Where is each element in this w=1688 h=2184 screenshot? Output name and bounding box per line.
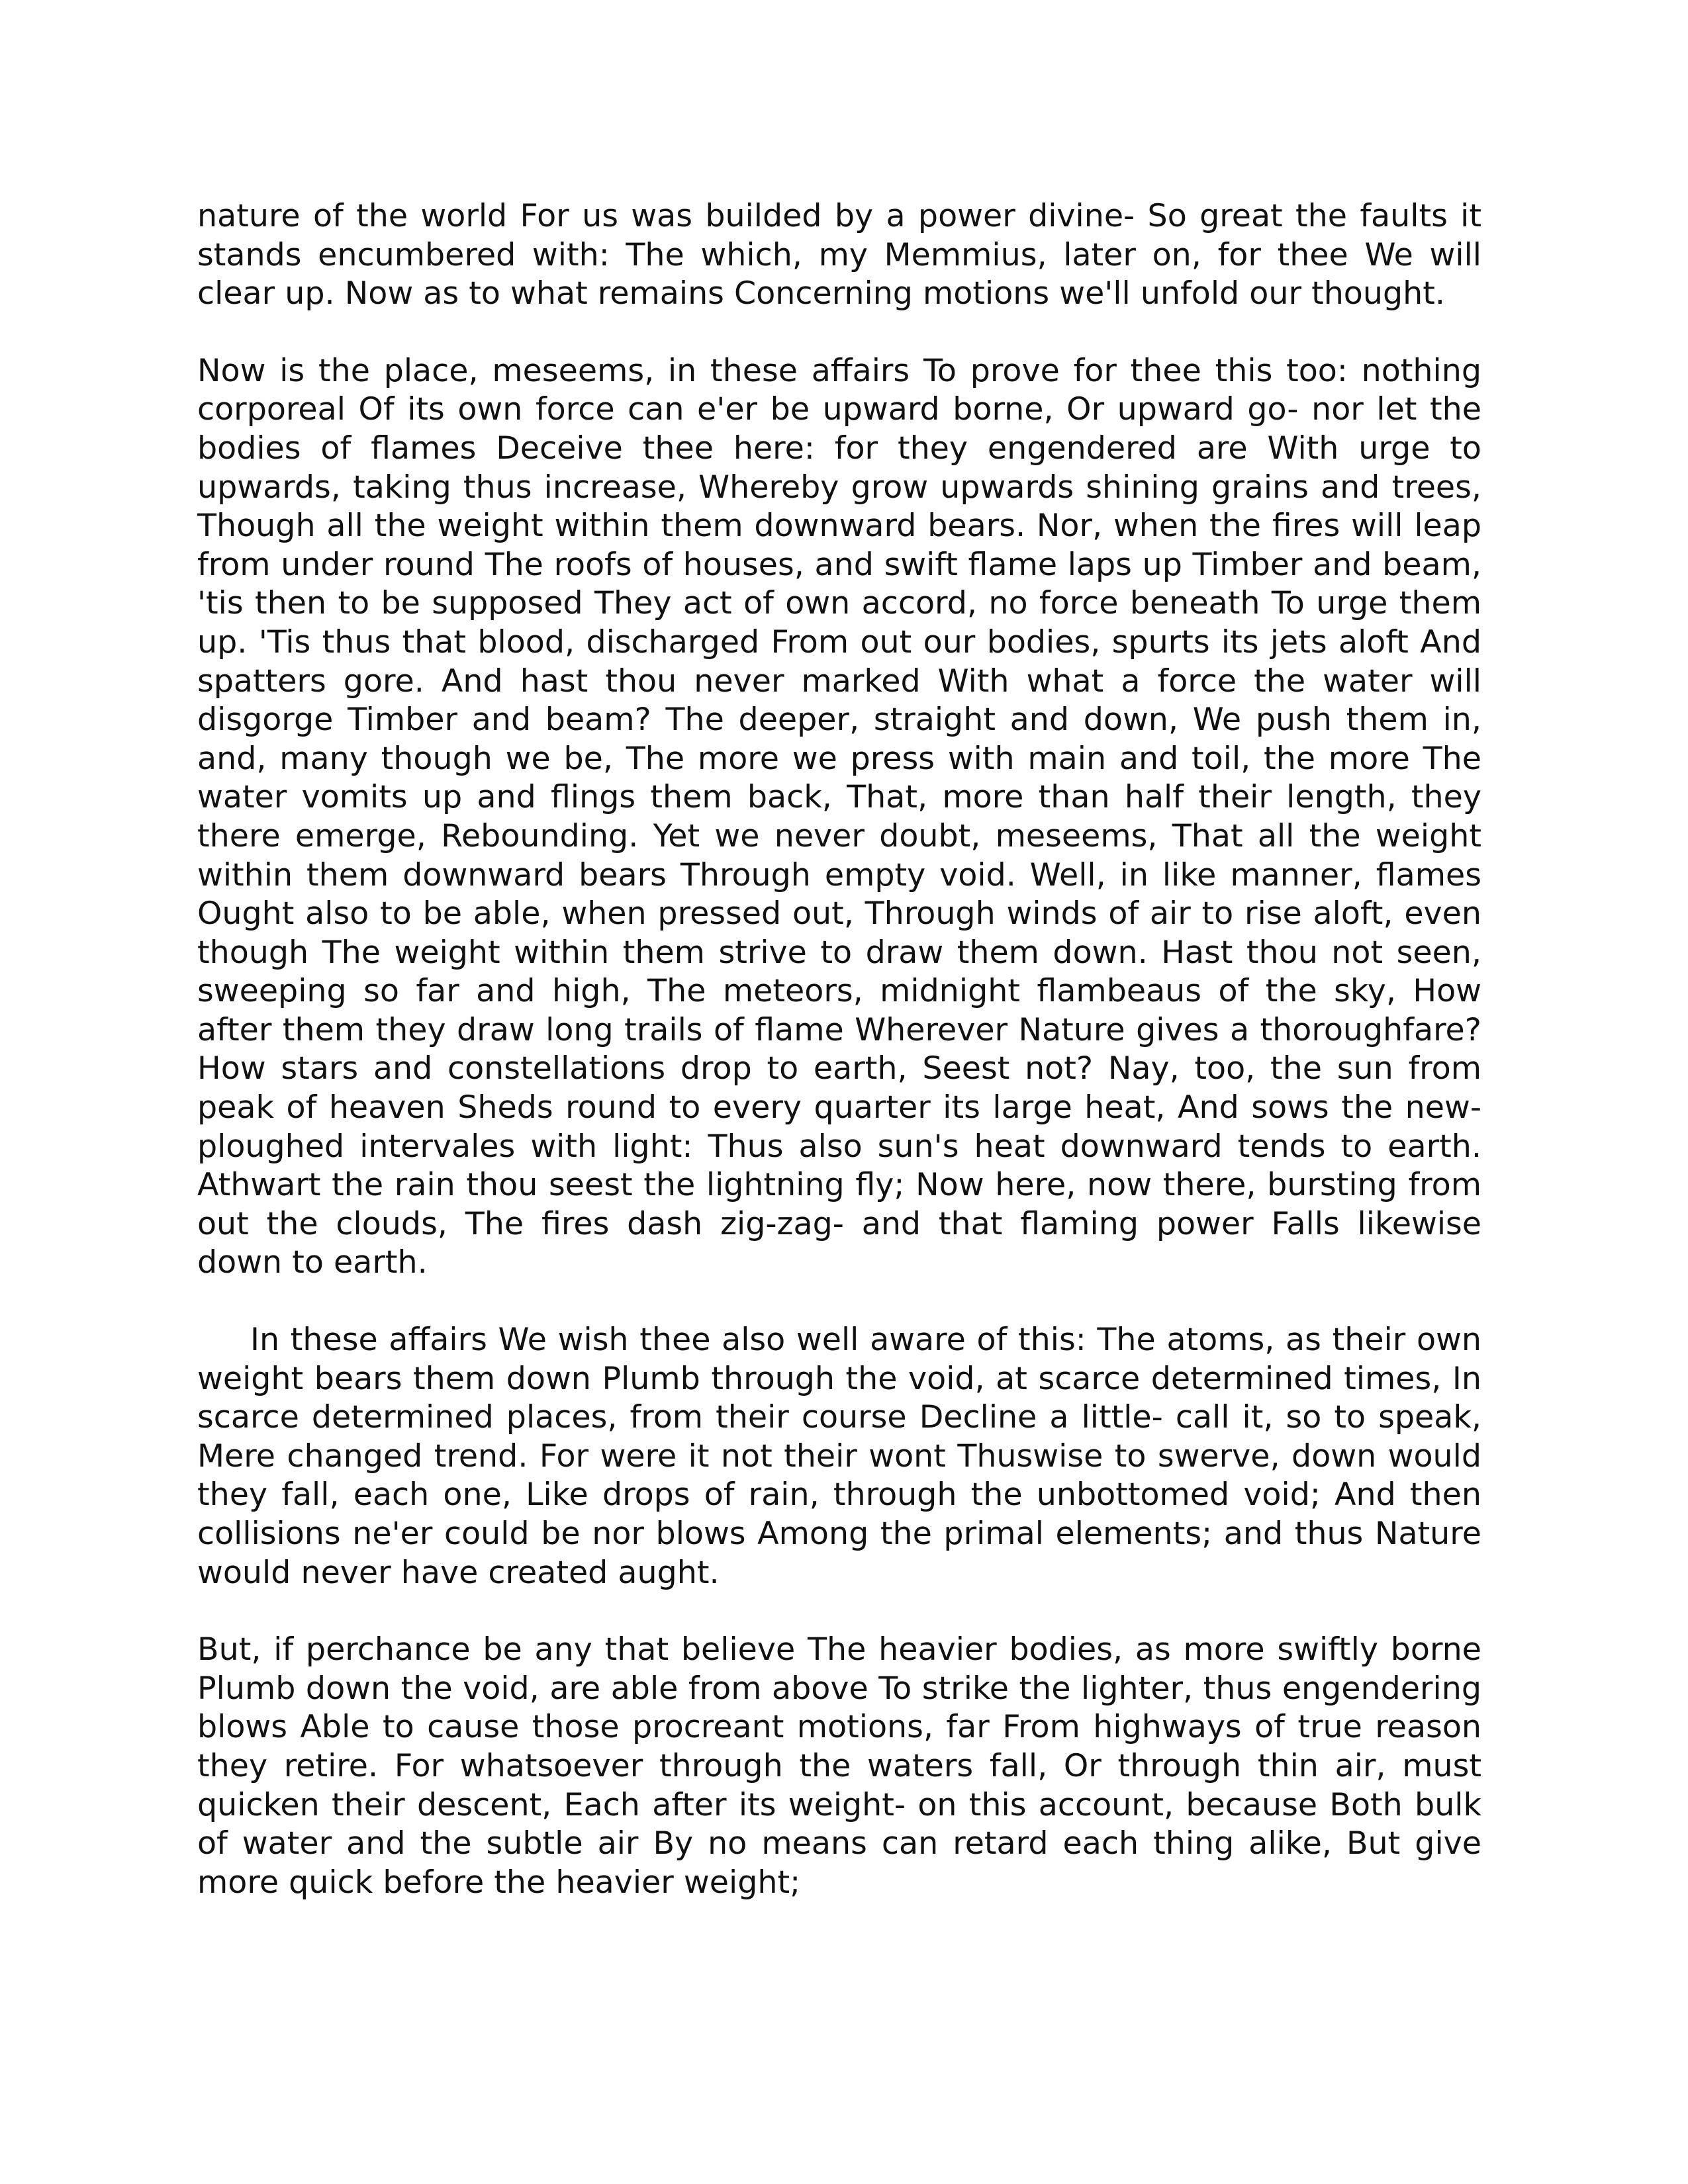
paragraph-4: But, if perchance be any that believe The heavier bodies, as more swiftly borne Plumb down the void, are able from above To strike the lighter, thus engendering blows Able to cause those procreant motions, far From highways of true reason they retire. For whatsoever through the waters fall, Or through thin air, must quicken their descent, Each after its weight- on this account, because Both bulk of water and the subtle air By no means can retard each thing alike, But give more quick before the heavier weight;: [197, 1631, 1481, 1901]
paragraph-2: Now is the place, meseems, in these affairs To prove for thee this too: nothing corporeal Of its own force can e'er be upward borne, Or upward go- nor let the bodies of flames Deceive thee here: for they engendered are With urge to upwards, taking thus increase, Whereby grow upwards shining grains and trees, Though all the weight within them downward bears. Nor, when the fires will leap from under round The roofs of houses, and swift flame laps up Timber and beam, 'tis then to be supposed They act of own accord, no force beneath To urge them up. 'Tis thus that blood, discharged From out our bodies, spurts its jets aloft And spatters gore. And hast thou never marked With what a force the water will disgorge Timber and beam? The deeper, straight and down, We push them in, and, many though we be, The more we press with main and toil, the more The water vomits up and flings them back, That, more than half their length, they there emerge, Rebounding. Yet we never doubt, meseems, That all the weight within them downward bears Through empty void. Well, in like manner, flames Ought also to be able, when pressed out, Through winds of air to rise aloft, even though The weight within them strive to draw them down. Hast thou not seen, sweeping so far and high, The meteors, midnight flambeaus of the sky, How after them they draw long trails of flame Wherever Nature gives a thoroughfare? How stars and constellations drop to earth, Seest not? Nay, too, the sun from peak of heaven Sheds round to every quarter its large heat, And sows the new-ploughed intervales with light: Thus also sun's heat downward tends to earth. Athwart the rain thou seest the lightning fly; Now here, now there, bursting from out the clouds, The fires dash zig-zag- and that flaming power Falls likewise down to earth.: [197, 352, 1481, 1281]
paragraph-1: nature of the world For us was builded by a power divine- So great the faults it stands encumbered with: The which, my Memmius, later on, for thee We will clear up. Now as to what remains Concerning motions we'll unfold our thought.: [197, 198, 1481, 312]
document-page: [197, 197, 1481, 1902]
paragraph-3: In these affairs We wish thee also well aware of this: The atoms, as their own weight bears them down Plumb through the void, at scarce determined times, In scarce determined places, from their course Decline a little- call it, so to speak, Mere changed trend. For were it not their wont Thuswise to swerve, down would they fall, each one, Like drops of rain, through the unbottomed void; And then collisions ne'er could be nor blows Among the primal elements; and thus Nature would never have created aught.: [197, 1322, 1481, 1591]
